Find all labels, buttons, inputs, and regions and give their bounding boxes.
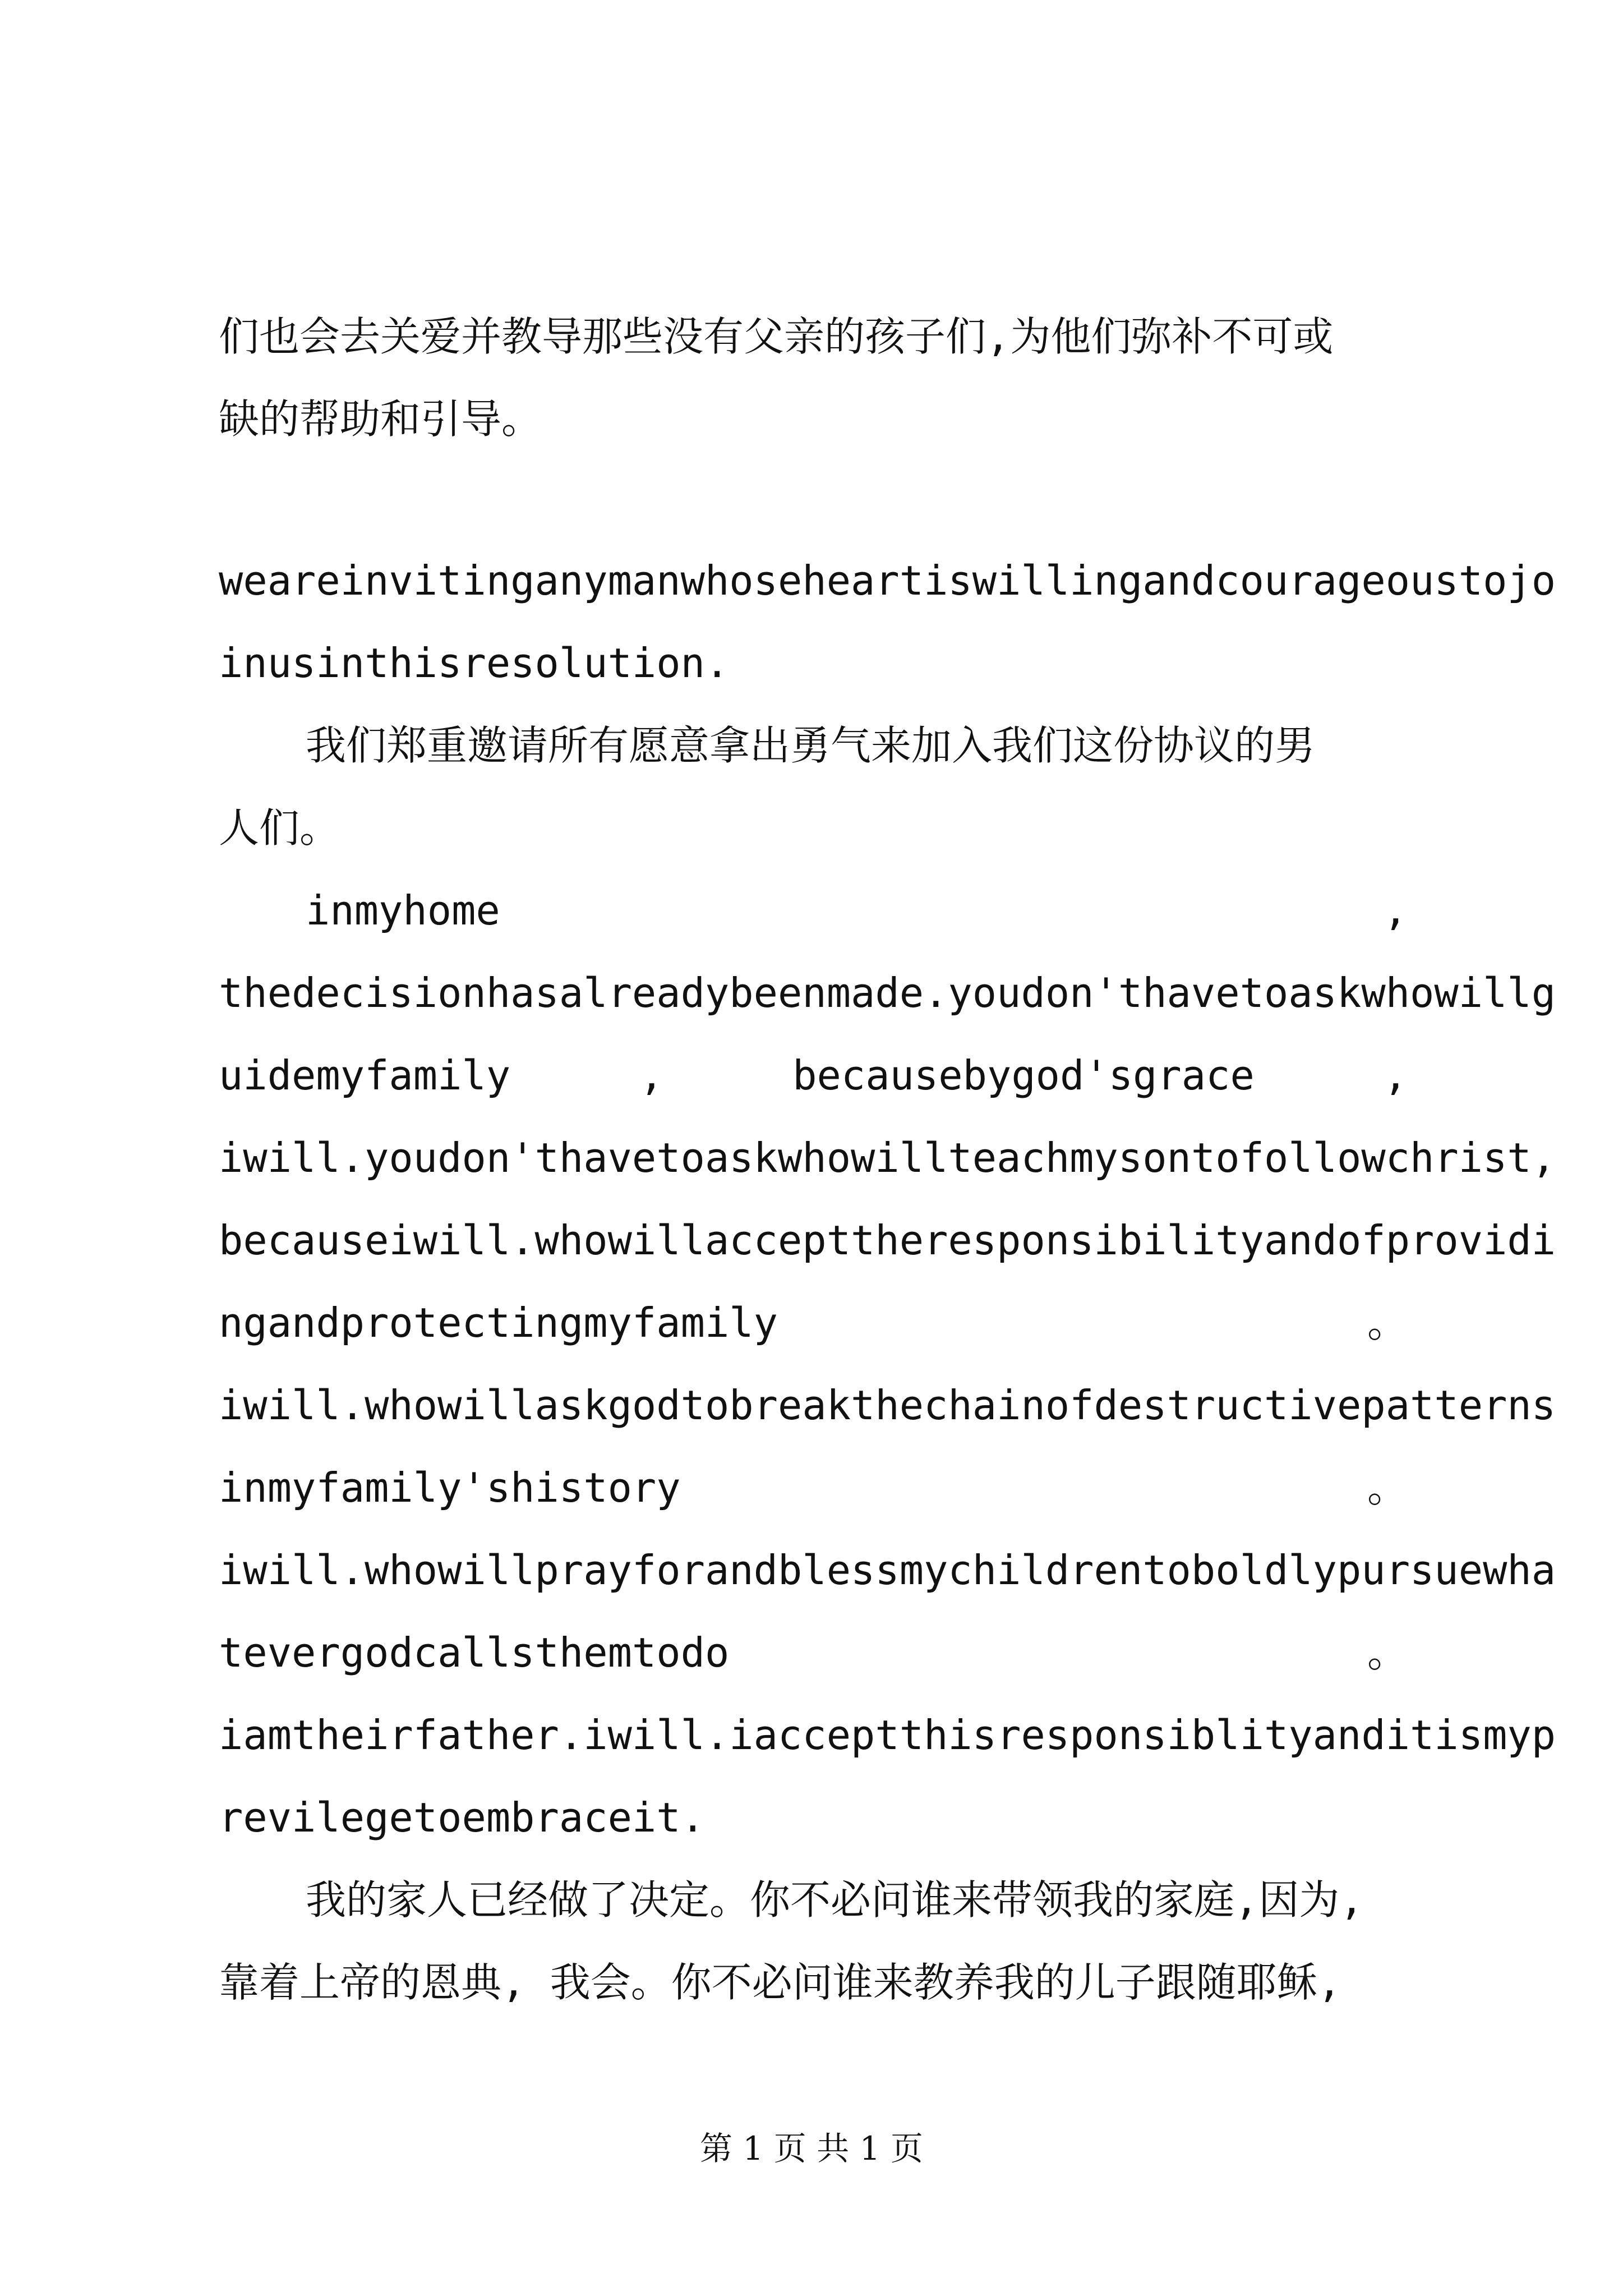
paragraph-4-line-1-text: inmyhome <box>306 887 500 934</box>
paragraph-4-line-6 <box>219 1295 1408 1351</box>
paragraph-4-line-1 <box>306 882 1408 938</box>
paragraph-1-line-1: 们也会去关爱并教导那些没有父亲的孩子们,为他们弥补不可或 <box>219 313 1334 360</box>
paragraph-4-line-8-punct: 。 <box>1367 1464 1408 1511</box>
paragraph-4-line-8-text: inmyfamily'shistory <box>219 1464 681 1511</box>
paragraph-4-line-2: thedecisionhasalreadybeenmade.youdon'thavetoaskwhowillg <box>219 969 1556 1016</box>
paragraph-4-line-4: iwill.youdon'thavetoaskwhowillteachmysontofollowchrist, <box>219 1134 1556 1181</box>
paragraph-3-line-1: 我们郑重邀请所有愿意拿出勇气来加入我们这份协议的男 <box>306 722 1316 769</box>
paragraph-4-line-7: iwill.whowillaskgodtobreakthechainofdestructivepatterns <box>219 1382 1556 1429</box>
paragraph-4-line-3-comma-b: , <box>1383 1052 1408 1099</box>
paragraph-4-line-9: iwill.whowillprayforandblessmychildrentoboldlypursuewha <box>219 1547 1556 1594</box>
paragraph-2-line-2: inusinthisresolution. <box>219 639 730 687</box>
paragraph-5-line-2: 靠着上帝的恩典, 我会。你不必问谁来教养我的儿子跟随耶稣, <box>219 1959 1342 2006</box>
paragraph-4-line-1-punct: , <box>1383 887 1408 934</box>
paragraph-1-line-2: 缺的帮助和引导。 <box>219 395 542 443</box>
paragraph-4-line-6-punct: 。 <box>1367 1299 1408 1346</box>
paragraph-5-line-1: 我的家人已经做了决定。你不必问谁来带领我的家庭,因为, <box>306 1876 1364 1924</box>
paragraph-4-line-10-text: tevergodcallsthemtodo <box>219 1629 730 1676</box>
paragraph-2-line-1: weareinvitinganymanwhoseheartiswillingandcourageoustojo <box>219 557 1556 604</box>
paragraph-4-line-10 <box>219 1625 1408 1681</box>
paragraph-4-line-12: revilegetoembraceit. <box>219 1794 705 1841</box>
paragraph-4-line-5: becauseiwill.whowillaccepttheresponsibilityandofprovidi <box>219 1217 1556 1264</box>
paragraph-4-line-3-text-a: uidemyfamily <box>219 1052 511 1099</box>
paragraph-4-line-6-text: ngandprotectingmyfamily <box>219 1299 778 1346</box>
page-footer: 第 1 页 共 1 页 <box>700 2129 923 2168</box>
paragraph-4-line-3-comma-a: , <box>639 1052 664 1099</box>
paragraph-4-line-10-punct: 。 <box>1367 1629 1408 1676</box>
paragraph-4-line-11: iamtheirfather.iwill.iacceptthisresponsiblityanditismyp <box>219 1711 1556 1759</box>
paragraph-3-line-2: 人们。 <box>219 804 340 852</box>
paragraph-4-line-3-text-b: becausebygod'sgrace <box>792 1052 1255 1099</box>
paragraph-4-line-8 <box>219 1460 1408 1516</box>
paragraph-4-line-3 <box>219 1047 1408 1103</box>
